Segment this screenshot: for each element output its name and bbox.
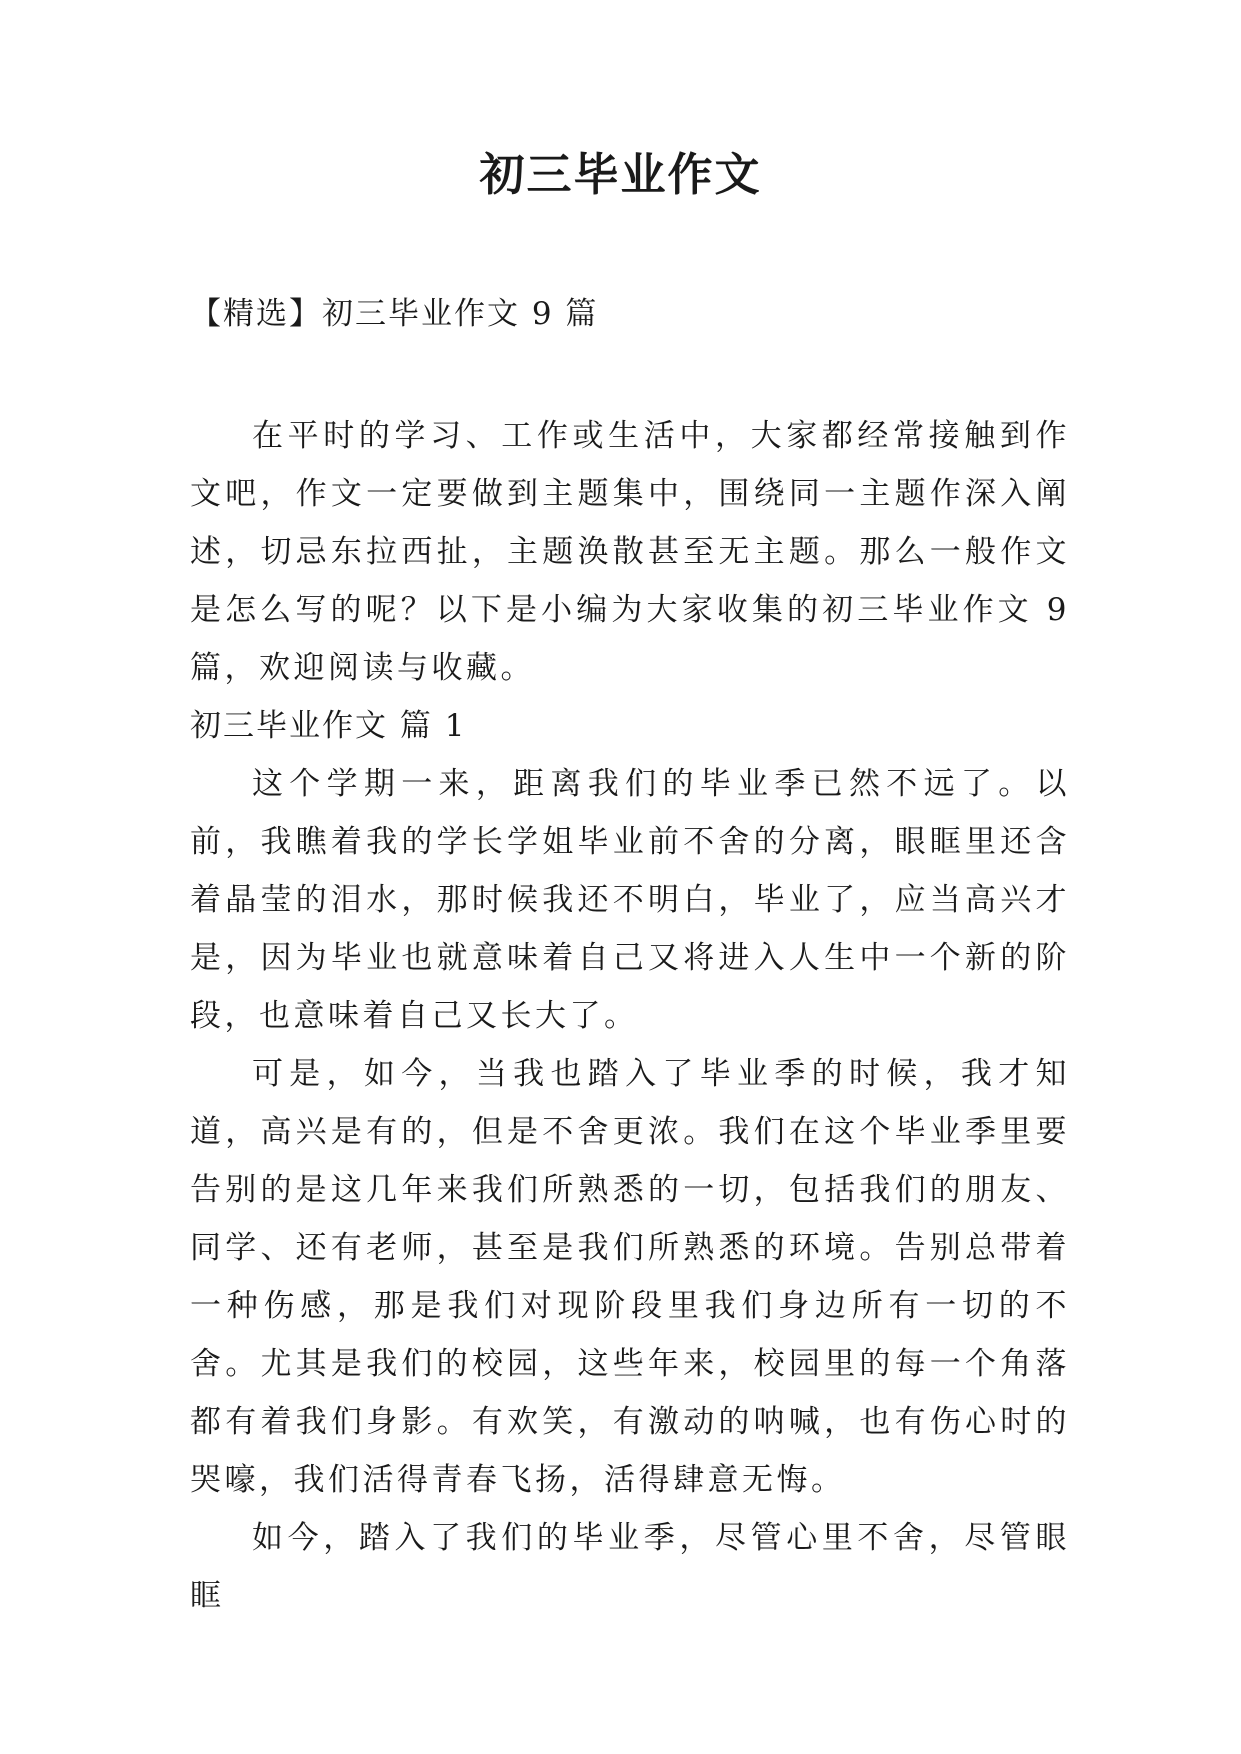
document-subtitle: 【精选】初三毕业作文 9 篇 xyxy=(190,296,599,332)
body-paragraph: 如今，踏入了我们的毕业季，尽管心里不舍，尽管眼眶 xyxy=(190,1520,1070,1614)
document-title: 初三毕业作文 xyxy=(479,148,762,201)
body-paragraph: 这个学期一来，距离我们的毕业季已然不远了。以前，我瞧着我的学长学姐毕业前不舍的分离，眼眶里还含着晶莹的泪水，那时候我还不明白，毕业了，应当高兴才是，因为毕业也就意味着自己又将进入人生中一个新的阶段，也意味着自己又长大了。 xyxy=(190,766,1070,1034)
document-body xyxy=(190,407,1070,1625)
intro-paragraph: 在平时的学习、工作或生活中，大家都经常接触到作文吧，作文一定要做到主题集中，围绕同一主题作深入阐述，切忌东拉西扯，主题涣散甚至无主题。那么一般作文是怎么写的呢？以下是小编为大家收集的初三毕业作文 9 篇，欢迎阅读与收藏。 xyxy=(190,418,1070,686)
body-paragraph: 可是，如今，当我也踏入了毕业季的时候，我才知道，高兴是有的，但是不舍更浓。我们在这个毕业季里要告别的是这几年来我们所熟悉的一切，包括我们的朋友、同学、还有老师，甚至是我们所熟悉的环境。告别总带着一种伤感，那是我们对现阶段里我们身边所有一切的不舍。尤其是我们的校园，这些年来，校园里的每一个角落都有着我们身影。有欢笑，有激动的呐喊，也有伤心时的哭嚎，我们活得青春飞扬，活得肆意无悔。 xyxy=(190,1056,1070,1498)
section-heading: 初三毕业作文 篇 1 xyxy=(190,708,467,744)
